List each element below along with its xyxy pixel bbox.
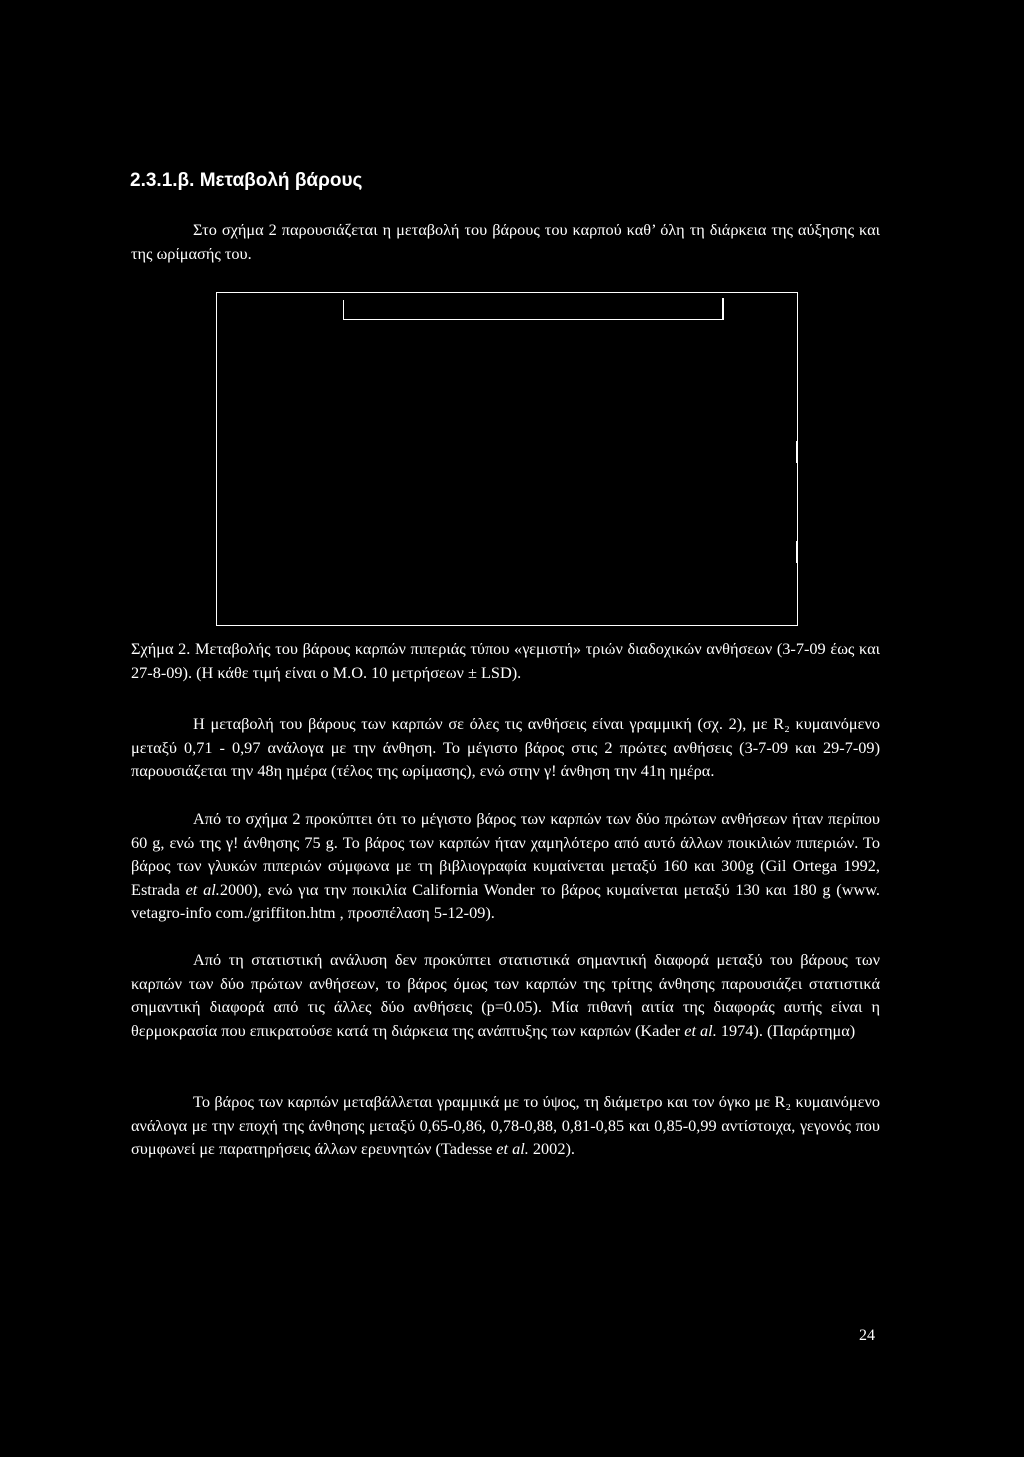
intro-paragraph: Στο σχήμα 2 παρουσιάζεται η μεταβολή του βάρους του καρπού καθ’ όλη τη διάρκεια της αύξησης και της ωρίμασής του. [131,220,880,263]
figure-2-chart-frame [216,292,798,626]
paragraph-correlation [131,1090,880,1161]
paragraph-max-weight [131,807,880,925]
legend-tick [722,298,724,320]
figure-side-mark [796,441,797,463]
paragraph-text: 2002). [528,1139,575,1158]
page-number: 24 [859,1327,875,1344]
paragraph-text: 2000), ενώ για την ποικιλία California Wonder το βάρος κυμαίνεται μεταξύ 130 και 180 g (www. vetagro-info com./griffiton.htm , προσπέλαση 5-12-09). [131,879,880,922]
citation-etal: et al. [684,1020,717,1040]
citation-etal: et al. [185,879,220,899]
paragraph-text: Από τη στατιστική ανάλυση δεν προκύπτει στατιστικά σημαντική διαφορά μεταξύ του βάρους των καρπών των δύο πρώτων ανθήσεων, το βάρος όμως των καρπών της τρίτης άνθησης παρουσιάζει στατιστικά σημαντική διαφορά από τις άλλες δύο ανθήσεις (p=0.05). Μία πιθανή αιτία της διαφοράς αυτής είναι η θερμοκρασία που επικρατούσε κατά τη διάρκεια της ανάπτυξης των καρπών (Kader [131,950,880,1040]
section-heading: 2.3.1.β. Μεταβολή βάρους [130,170,363,191]
paragraph-text: Από το σχήμα 2 προκύπτει ότι το μέγιστο βάρος των καρπών των δύο πρώτων ανθήσεων ήταν περίπου 60 g, ενώ της γ! άνθησης 75 g. Το βάρος των καρπών ήταν χαμηλότερο από αυτό άλλων ποικιλιών πιπεριών. Το βάρος των γλυκών πιπεριών σύμφωνα με τη βιβλιογραφία κυμαίνεται μεταξύ 160 και 300g (Gil Ortega 1992, Estrada [131,809,880,899]
paragraph-text: 1974). (Παράρτημα) [716,1020,856,1040]
citation-etal: et al. [496,1139,529,1158]
figure-side-mark [796,541,797,563]
figure-legend-box [343,300,723,320]
figure-caption: Σχήμα 2. Μεταβολής του βάρους καρπών πιπεριάς τύπου «γεμιστή» τριών διαδοχικών ανθήσεων (3-7-09 έως και 27-8-09). (Η κάθε τιμή είναι ο Μ.Ο. 10 μετρήσεων ± LSD). [131,639,880,682]
paragraph-statistics [131,948,880,1042]
paragraph-linear-weight: Η μεταβολή του βάρους των καρπών σε όλες τις ανθήσεις είναι γραμμική (σχ. 2), με R₂ κυμαινόμενο μεταξύ 0,71 - 0,97 ανάλογα με την άνθηση. Το μέγιστο βάρος στις 2 πρώτες ανθήσεις (3-7-09 και 29-7-09) παρουσιάζεται την 48η ημέρα (τέλος της ωρίμασης), ενώ στην γ! άνθηση την 41η ημέρα. [131,714,880,780]
paragraph-text: Το βάρος των καρπών μεταβάλλεται γραμμικά με το ύψος, τη διάμετρο και τον όγκο με R₂ κυμαινόμενο ανάλογα με την εποχή της άνθησης μεταξύ 0,65-0,86, 0,78-0,88, 0,81-0,85 και 0,85-0,99 αντίστοιχα, γεγονός που συμφωνεί με παρατηρήσεις άλλων ερευνητών (Tadesse [131,1092,880,1158]
